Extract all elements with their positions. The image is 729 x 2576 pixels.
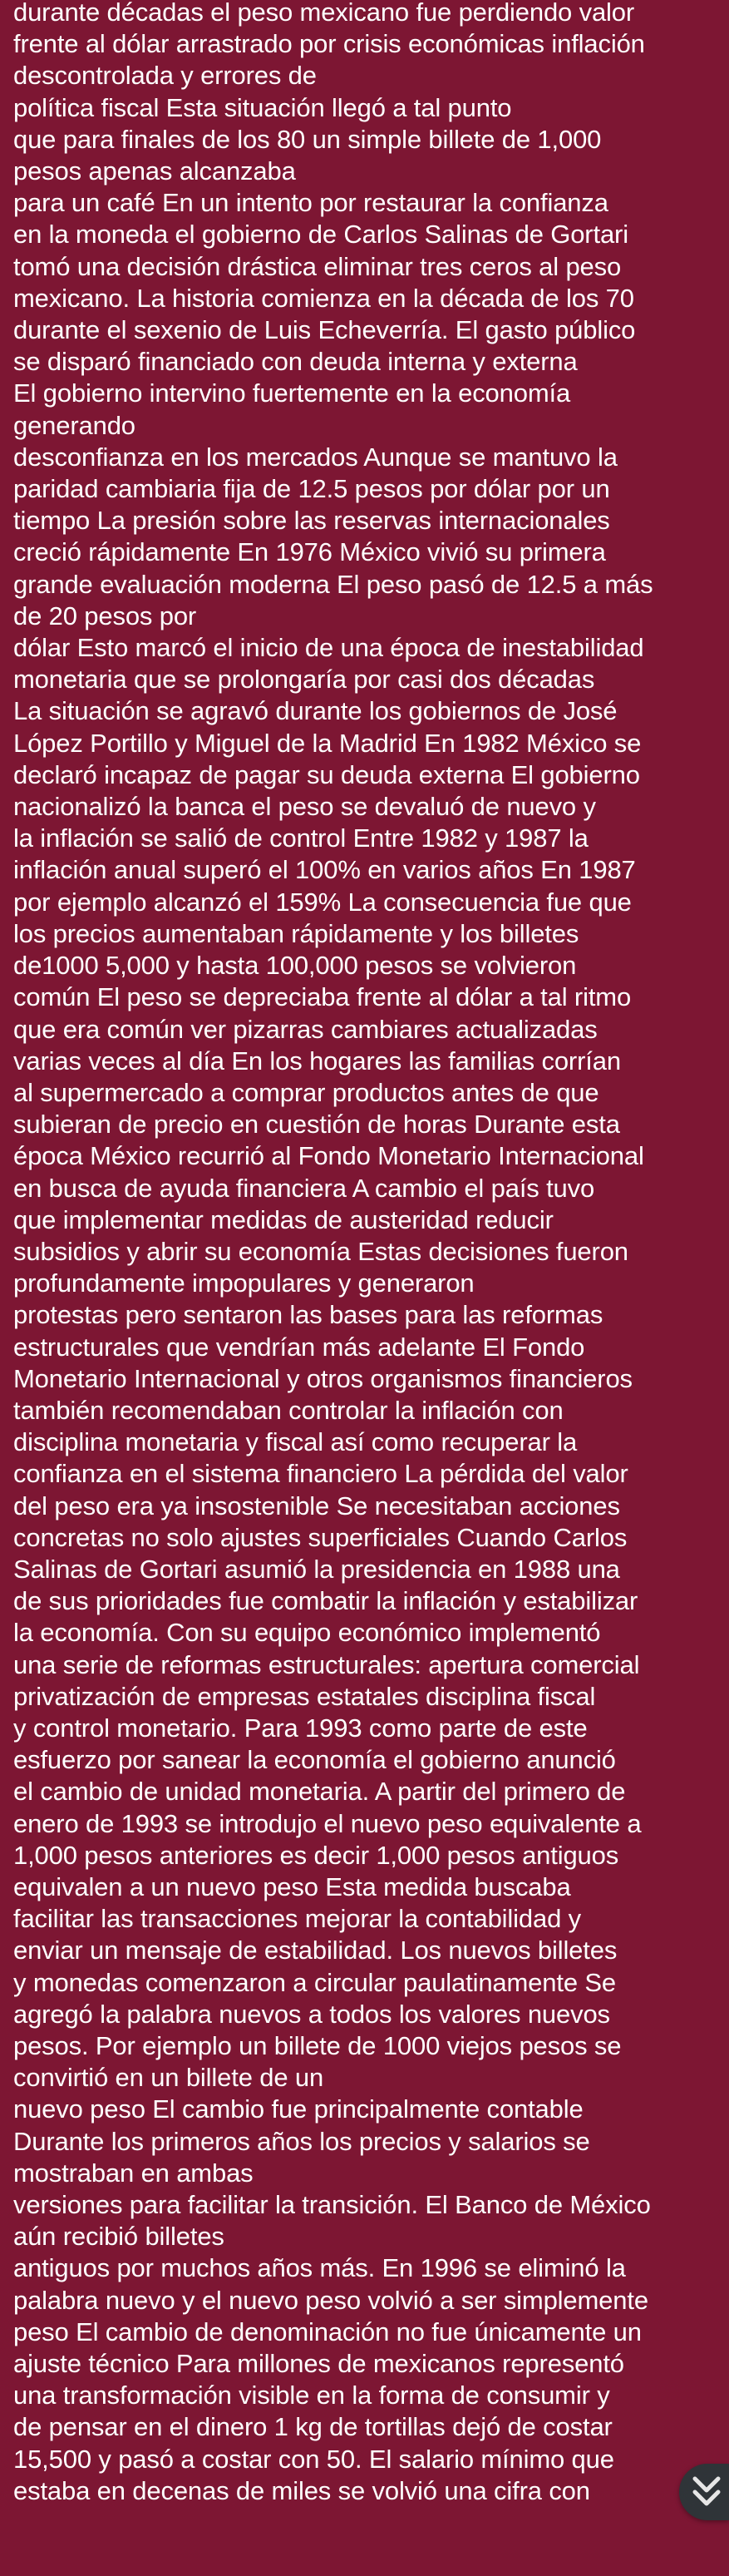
scroll-down-button[interactable] xyxy=(679,2464,729,2520)
body-text: durante décadas el peso mexicano fue perdiendo valor frente al dólar arrastrado por crisis económicas inflación descontrolada y errores de política fiscal Esta situación llegó a tal punto que para finales de los 80 un simple billete de 1,000 pesos apenas alcanzaba para un café En un intento por restaurar la confianza en la moneda el gobierno de Carlos Salinas de Gortari tomó una decisión drástica eliminar tres ceros al peso mexicano. La historia comienza en la década de los 70 durante el sexenio de Luis Echeverría. El gasto público se disparó financiado con deuda interna y externa El gobierno intervino fuertemente en la economía generando desconfianza en los mercados Aunque se mantuvo la paridad cambiaria fija de 12.5 pesos por dólar por un tiempo La presión sobre las reservas internacionales creció rápidamente En 1976 México vivió su primera grande evaluación moderna El peso pasó de 12.5 a más de 20 pesos por dólar Esto marcó el inicio de una época de inestabilidad monetaria que se prolongaría por casi dos décadas La situación se agravó durante los gobiernos de José López Portillo y Miguel de la Madrid En 1982 México se declaró incapaz de pagar su deuda externa El gobierno nacionalizó la banca el peso se devaluó de nuevo y la inflación se salió de control Entre 1982 y 1987 la inflación anual superó el 100% en varios años En 1987 por ejemplo alcanzó el 159% La consecuencia fue que los precios aumentaban rápidamente y los billetes de1000 5,000 y hasta 100,000 pesos se volvieron común El peso se depreciaba frente al dólar a tal ritmo que era común ver pizarras cambiares actualizadas varias veces al día En los hogares las familias corrían al supermercado a comprar productos antes de que subieran de precio en cuestión de horas Durante esta época México recurrió al Fondo Monetario Internacional en busca de ayuda financiera A cambio el país tuvo que implementar medidas de austeridad reducir subsidios y abrir su economía Estas decisiones fueron profundamente impopulares y generaron protestas pero sentaron las bases para las reformas estructurales que vendrían más adelante El Fondo Monetario Internacional y otros organismos financieros también recomendaban controlar la inflación con disciplina monetaria y fiscal así como recuperar la confianza en el sistema financiero La pérdida del valor del peso era ya insostenible Se necesitaban acciones concretas no solo ajustes superficiales Cuando Carlos Salinas de Gortari asumió la presidencia en 1988 una de sus prioridades fue combatir la inflación y estabilizar la economía. Con su equipo económico implementó una serie de reformas estructurales: apertura comercial privatización de empresas estatales disciplina fiscal y control monetario. Para 1993 como parte de este esfuerzo por sanear la economía el gobierno anunció el cambio de unidad monetaria. A partir del primero de enero de 1993 se introdujo el nuevo peso equivalente a 1,000 pesos anteriores es decir 1,000 pesos antiguos equivalen a un nuevo peso Esta medida buscaba facilitar las transacciones mejorar la contabilidad y enviar un mensaje de estabilidad. Los nuevos billetes y monedas comenzaron a circular paulatinamente Se agregó la palabra nuevos a todos los valores nuevos pesos. Por ejemplo un billete de 1000 viejos pesos se convirtió en un billete de un nuevo peso El cambio fue principalmente contable Durante los primeros años los precios y salarios se mostraban en ambas versiones para facilitar la transición. El Banco de México aún recibió billetes antiguos por muchos años más. En 1996 se eliminó la palabra nuevo y el nuevo peso volvió a ser simplemente peso El cambio de denominación no fue únicamente un ajuste técnico Para millones de mexicanos representó una transformación visible en la forma de consumir y de pensar en el dinero 1 kg de tortillas dejó de costar 15,500 y pasó a costar con 50. El salario mínimo que estaba en decenas de miles se volvió una cifra con xyxy=(13,0,653,2505)
chevron-double-down-icon xyxy=(690,2474,723,2510)
